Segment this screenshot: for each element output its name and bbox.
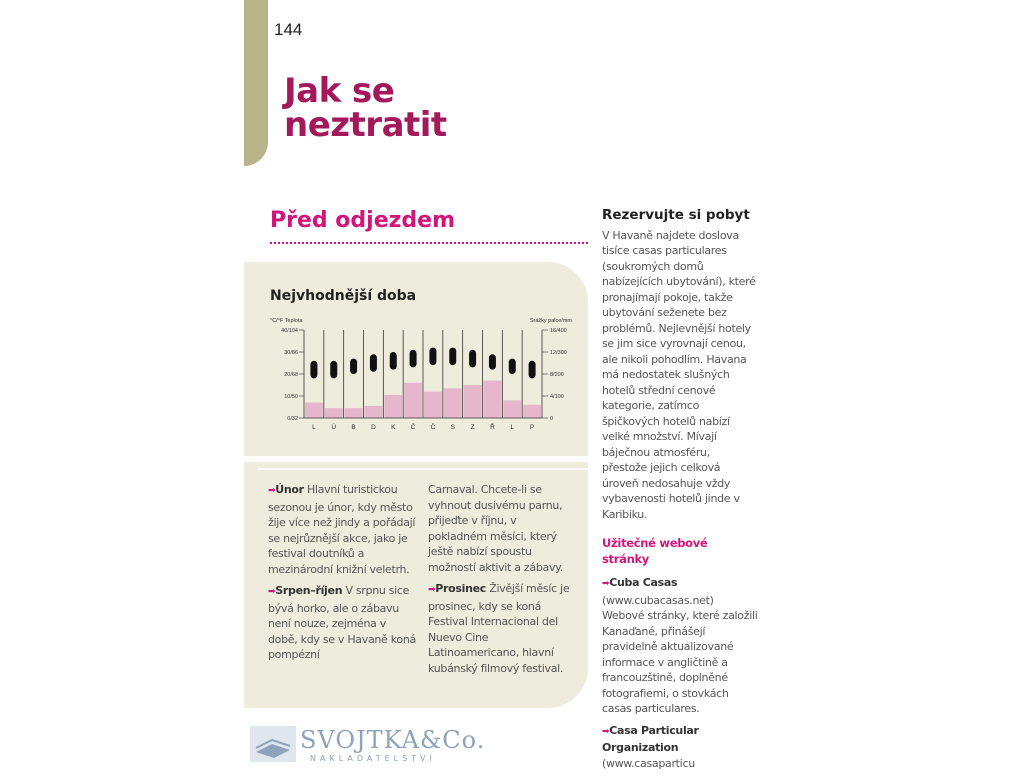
logo-subtitle: NAKLADATELSTVÍ [310,754,436,763]
arrow-icon: ➡ [428,585,436,595]
month-label: Č [410,424,416,431]
temperature-range [509,359,516,374]
temperature-range [390,352,397,370]
page-tab-decoration [244,0,268,166]
left-tick-label: 0/32 [287,416,298,422]
best-time-heading: Nejvhodnější doba [270,288,417,304]
tip-dec [428,581,574,676]
rainfall-bar [345,408,363,418]
right-axis-label: Srážky palce/mm [529,318,572,324]
arrow-icon: ➡ [602,579,610,589]
right-tick-label: 8/200 [550,372,564,378]
climate-chart [270,316,572,440]
right-tick-label: 16/400 [550,328,567,334]
tip-label: Únor [275,483,304,496]
temperature-range [449,348,456,366]
rainfall-bar [404,383,422,418]
page-number: 144 [274,20,303,39]
temperature-range [529,361,536,379]
link-name: Cuba Casas [609,576,678,589]
month-label: Ř [490,424,495,431]
temperature-range [429,348,436,366]
arrow-icon: ➡ [268,486,276,496]
month-label: D [371,424,376,431]
right-tick-label: 4/100 [550,394,564,400]
month-label: K [391,424,396,431]
tips-column-1 [268,482,418,669]
link-casa-particular [602,723,758,772]
left-tick-label: 10/50 [284,394,298,400]
month-label: B [351,424,356,431]
rainfall-bar [464,385,482,418]
arrow-icon: ➡ [268,587,276,597]
publisher-logo [250,722,486,768]
book-logo-icon [250,726,296,762]
temperature-range [469,350,476,368]
link-text: (www.casaparticu [602,756,695,770]
month-label: Č [430,424,436,431]
right-tick-label: 0 [550,416,554,422]
month-label: S [450,424,455,431]
logo-name: SVOJTKA&Co. [300,726,486,754]
sidebar-heading: Rezervujte si pobyt [602,207,750,223]
left-tick-label: 40/104 [281,328,298,334]
tip-text: Hlavní turistickou sezonou je únor, kdy město žije více než jindy a pořádají se nejrůznější akce, jako je festival doutníků a mezinárodní knižní veletrh. [268,483,416,576]
web-heading: Užitečné webové stránky [602,536,708,566]
tip-label: Srpen–říjen [275,584,343,597]
temperature-range [330,361,337,379]
dotted-divider [270,242,588,244]
link-cuba-casas [602,575,758,717]
sidebar-intro: V Havaně najdete doslova tisíce casas particulares (soukromých domů nabízejících ubytování), které pronajímají pokoje, takže ubytování seženete bez problémů. Nejlevnější hotely se jim sice vyrovnají cenou, ale nikoli pohodlím. Havana má nedostatek slušných hotelů střední cenové kategorie, zatímco špičkových hotelů nabízí velké množství. Mívají báječnou atmosféru, přestože jejich celková úroveň nedosahuje vždy vybavenosti hotelů jinde v Karibiku. [602,228,756,521]
rainfall-bar [424,392,442,418]
tip-text: Carnaval. Chcete-li se vyhnout dusivému parnu, přijeďte v říjnu, v pokladném měsíci, který ještě nabízí spoustu možností aktivit a zábavy. [428,483,563,574]
temperature-range [410,350,417,368]
left-tick-label: 30/86 [284,350,298,356]
left-axis-label: °C/°F Teplota [270,318,303,324]
tips-box-divider [258,468,588,470]
right-tick-label: 12/300 [550,350,567,356]
tip-text: Živější měsíc je prosinec, kdy se koná Festival Internacional del Nuevo Cine Latinoamericano, hlavní kubánský filmový festival. [428,582,570,675]
temperature-range [350,359,357,374]
link-text: (www.cubacasas.net) Webové stránky, které založili Kanaďané, přinášejí pravidelně aktualizované informace v angličtině a francouzštině, doplněné fotografiemi, o stovkách casas particulares. [602,593,758,715]
tip-text: V srpnu sice bývá horko, ale o zábavu není nouze, zejména v době, kdy se v Havaně koná pompézní [268,584,416,661]
rainfall-bar [484,381,502,418]
rainfall-bar [365,406,383,418]
rainfall-bar [503,400,521,418]
month-label: Ú [331,424,337,431]
link-name: Casa Particular Organization [602,723,699,754]
month-label: L [312,424,316,431]
rainfall-bar [523,405,541,418]
arrow-icon: ➡ [602,726,610,737]
rainfall-bar [384,395,402,418]
page-title [284,71,447,145]
section-title: Před odjezdem [270,208,456,233]
tip-label: Prosinec [435,582,487,595]
rainfall-bar [325,408,343,418]
left-tick-label: 20/68 [284,372,298,378]
tip-aug-oct [268,583,418,663]
rainfall-bar [444,388,462,418]
month-label: P [529,424,535,431]
rainfall-bar [305,403,323,418]
tip-continued [428,482,574,575]
month-label: Z [470,424,475,431]
sidebar [602,208,758,777]
temperature-range [370,354,377,372]
tip-feb [268,482,418,577]
temperature-range [489,354,496,369]
month-label: L [510,424,515,431]
title-line-2: neztratit [284,105,447,145]
temperature-range [310,361,317,379]
tips-column-2 [428,482,574,682]
title-line-1: Jak se [284,71,395,111]
